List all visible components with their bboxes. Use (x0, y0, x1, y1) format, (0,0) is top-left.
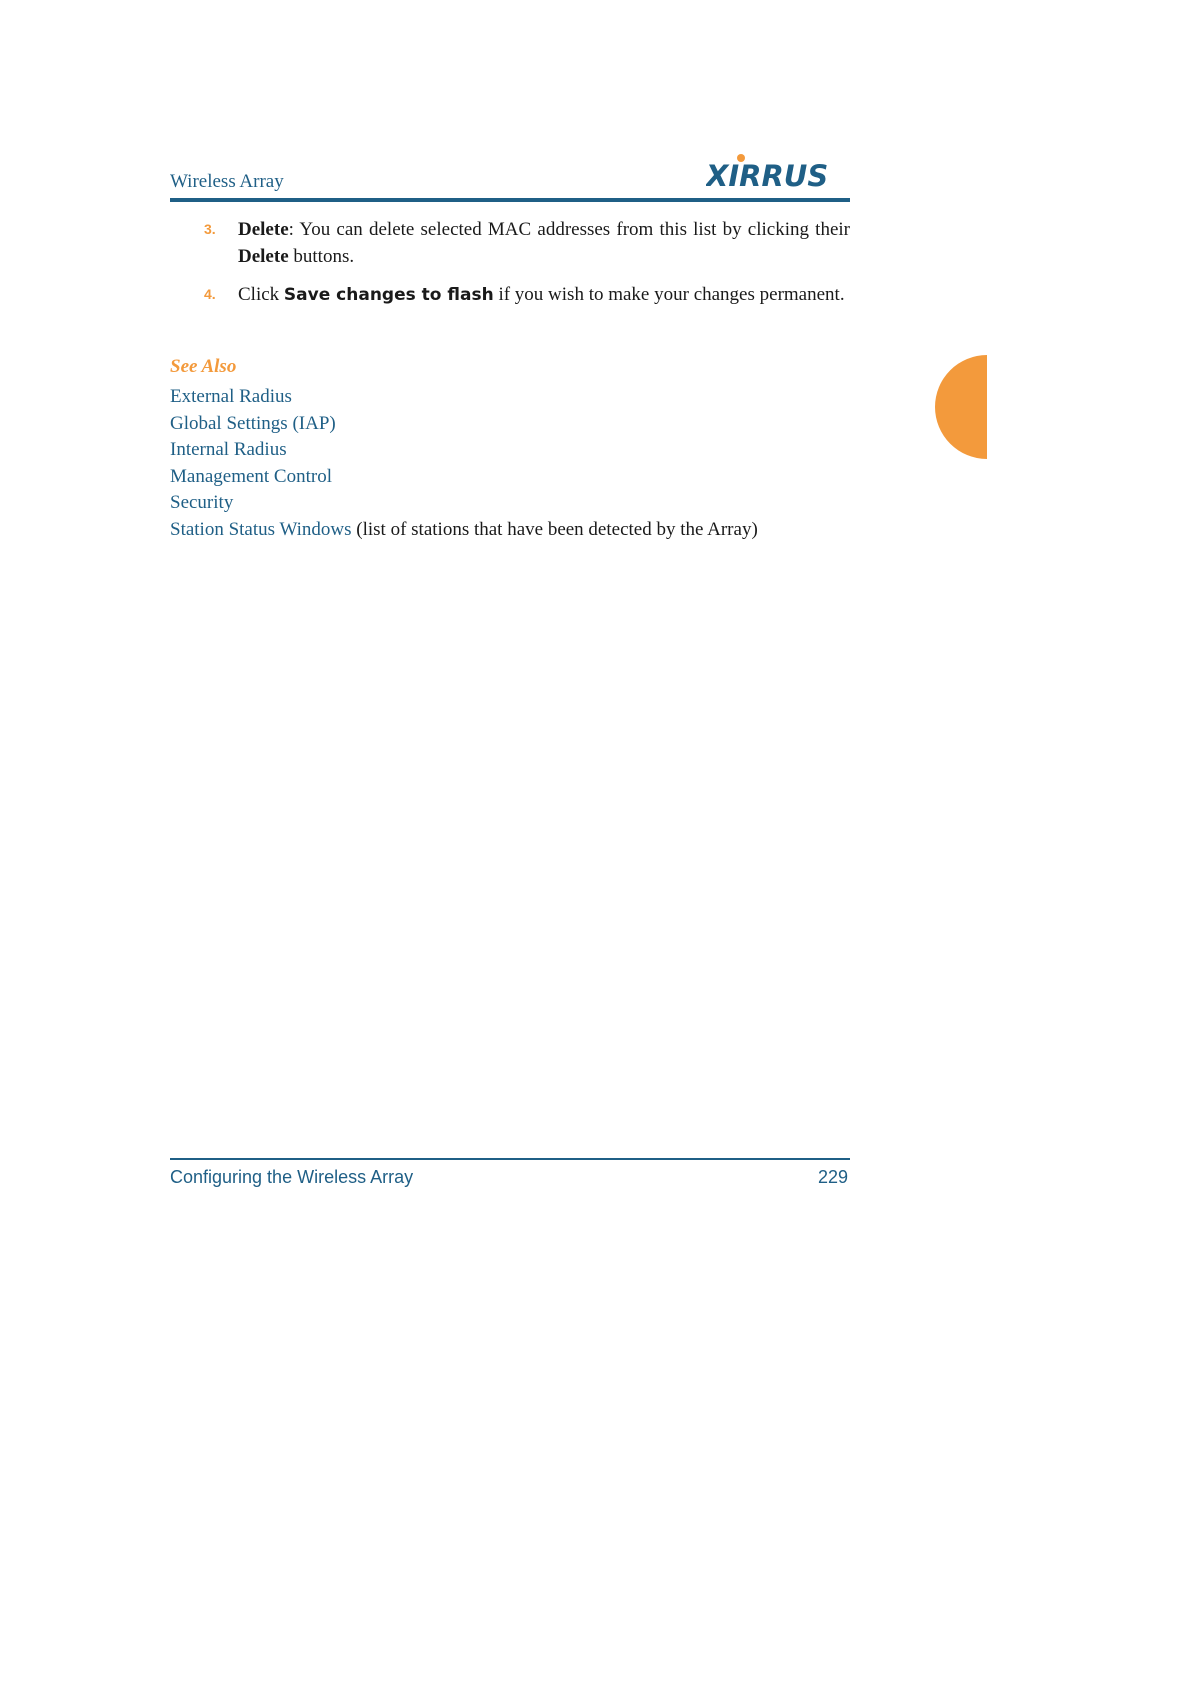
see-also-item (170, 490, 758, 517)
ui-label-bold: Delete (238, 246, 289, 267)
step-term: Delete (238, 219, 289, 240)
step-text: Click Save changes to flash if you wish to make your changes permanent. (238, 284, 845, 305)
footer-rule (170, 1158, 850, 1160)
see-also-heading: See Also (170, 356, 237, 377)
link-station-status-windows[interactable]: Station Status Windows (170, 518, 352, 540)
ui-label-bold: Save changes to flash (283, 285, 494, 305)
logo-wordmark: XIRRUS (706, 159, 829, 192)
link-security[interactable]: Security (170, 492, 234, 513)
link-note: (list of stations that have been detected by the Array) (351, 518, 758, 540)
step-number: 4. (204, 286, 216, 302)
link-global-settings[interactable]: Global Settings (IAP) (170, 412, 336, 434)
link-management-control[interactable]: Management Control (170, 465, 332, 487)
page-number: 229 (817, 1167, 848, 1187)
step-number: 3. (204, 221, 216, 237)
header-rule (170, 198, 850, 202)
step-item-4 (170, 281, 850, 309)
link-external-radius[interactable]: External Radius (170, 386, 292, 407)
xirrus-logo (706, 152, 846, 192)
chapter-thumb-tab (935, 355, 987, 459)
see-also-item (170, 517, 758, 544)
running-header: Wireless Array (170, 171, 284, 192)
link-internal-radius[interactable]: Internal Radius (170, 439, 287, 460)
see-also-item (170, 464, 758, 491)
see-also-item (170, 411, 758, 438)
see-also-item (170, 384, 758, 411)
footer-chapter-title: Configuring the Wireless Array (170, 1167, 414, 1187)
step-item-3 (170, 216, 850, 270)
see-also-item (170, 437, 758, 464)
step-text: Delete: You can delete selected MAC addresses from this list by clicking their Delete buttons. (238, 219, 850, 267)
see-also-list (170, 384, 758, 543)
